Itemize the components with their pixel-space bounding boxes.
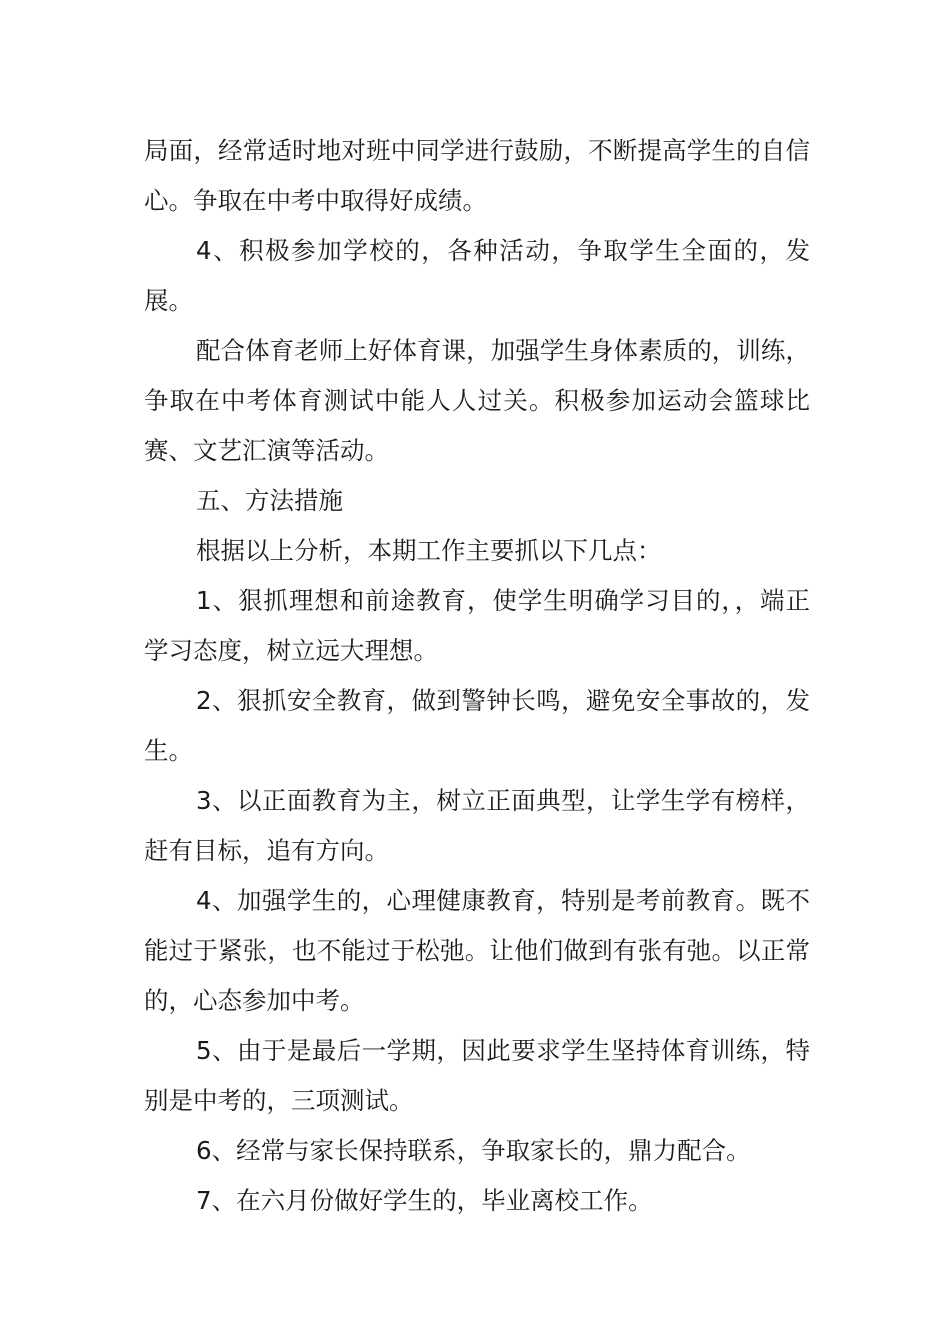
paragraph-intro: 根据以上分析，本期工作主要抓以下几点： [196,536,662,565]
list-item-3: 3、以正面教育为主，树立正面典型，让学生学有榜样，赶有目标，追有方向。 [144,786,810,865]
section-heading-methods: 五、方法措施 [196,486,343,515]
document-body [144,126,810,1226]
paragraph-item-4-activities: 4、积极参加学校的，各种活动，争取学生全面的，发展。 [144,236,810,315]
list-item-4: 4、加强学生的，心理健康教育，特别是考前教育。既不能过于紧张，也不能过于松弛。让他们做到有张有弛。以正常的，心态参加中考。 [144,886,810,1015]
list-item-5: 5、由于是最后一学期，因此要求学生坚持体育训练，特别是中考的，三项测试。 [144,1036,810,1115]
paragraph-pe-class: 配合体育老师上好体育课，加强学生身体素质的，训练，争取在中考体育测试中能人人过关。积极参加运动会篮球比赛、文艺汇演等活动。 [144,336,810,465]
list-item-6: 6、经常与家长保持联系，争取家长的，鼎力配合。 [196,1136,751,1165]
list-item-2: 2、狠抓安全教育，做到警钟长鸣，避免安全事故的，发生。 [144,686,810,765]
list-item-1: 1、狠抓理想和前途教育，使学生明确学习目的，，端正学习态度，树立远大理想。 [144,586,810,665]
paragraph-continued: 局面，经常适时地对班中同学进行鼓励，不断提高学生的自信心。争取在中考中取得好成绩。 [144,136,810,215]
list-item-7: 7、在六月份做好学生的，毕业离校工作。 [196,1186,653,1215]
